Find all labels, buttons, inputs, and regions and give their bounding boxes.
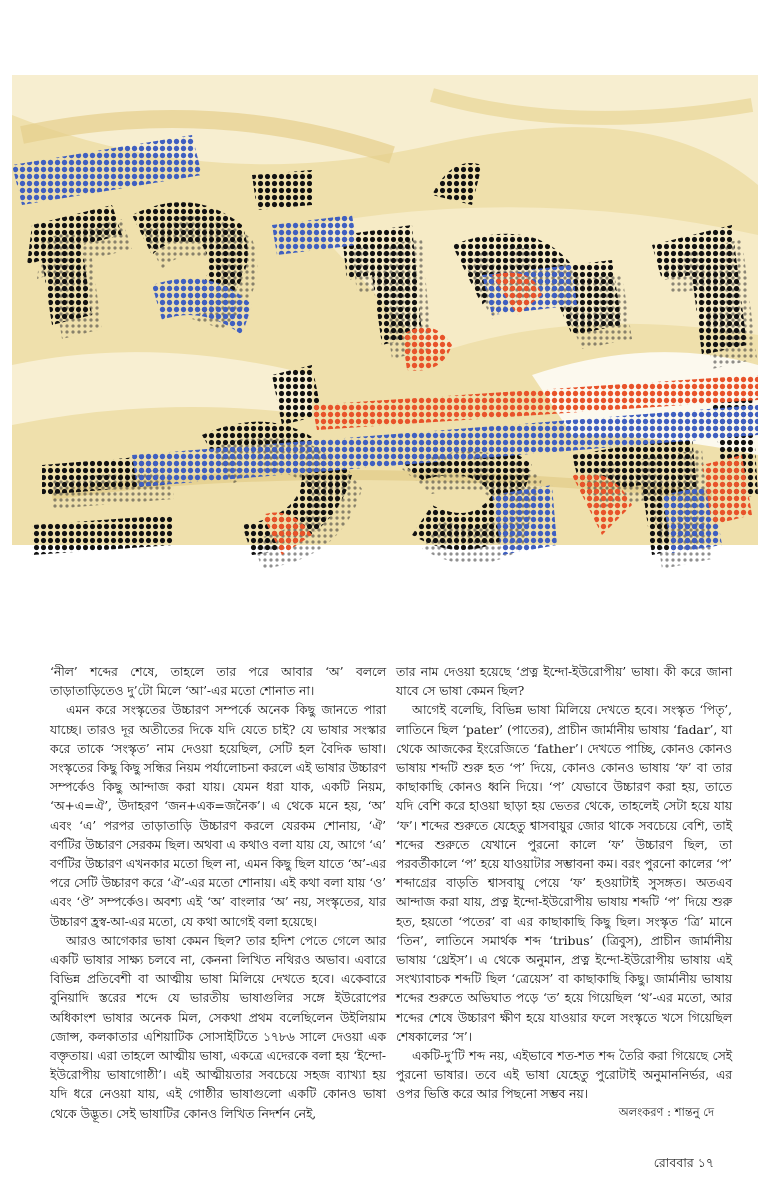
illustration-credit: অলংকরণ : শান্তনু দে — [618, 1105, 714, 1119]
article-column-right — [396, 662, 732, 1104]
paragraph: ‘নীল’ শব্দের শেষে, তাহলে তার পরে আবার ‘অ’ বললে তাড়াতাড়িতেও দু’টো মিলে ‘আ’-এর মতো শোনাত না। — [50, 664, 386, 699]
paragraph: আগেই বলেছি, বিভিন্ন ভাষা মিলিয়ে দেখতে হবে। সংস্কৃত ‘পিতৃ’, লাতিনে ছিল ‘pater’ (পাতের), প্রাচীন জার্মানীয় ভাষায় ‘fadar’, যা থেকে আজকের ইংরেজিতে ‘father’। দেখতে পাচ্ছি, কোনও কোনও ভাষায় শব্দটি শুরু হত ‘প’ দিয়ে, কোনও কোনও ভাষায় ‘ফ’ বা তার কাছাকাছি কোনও ধ্বনি দিয়ে। ‘প’ যেভাবে উচ্চারণ করা হয়, তাতে যদি বেশি করে হাওয়া ছাড়া হয় ভেতর থেকে, তাহলেই সেটা হয়ে যায় ‘ফ’। শব্দের শুরুতে যেহেতু শ্বাসবায়ুর জোর থাকে সবচেয়ে বেশি, তাই শব্দের শুরুতে যেখানে পুরনো কালে ‘ফ’ উচ্চারণ ছিল, তা পরবর্তীকালে ‘প’ হয়ে যাওয়াটার সম্ভাবনা কম। বরং পুরনো কালের ‘প’ শব্দাগ্রের বাড়তি শ্বাসবায়ু পেয়ে ‘ফ’ হওয়াটাই সুসঙ্গত। অতএব আন্দাজ করা যায়, প্রত্ন ইন্দো-ইউরোপীয় ভাষায় শব্দটি ‘প’ দিয়ে শুরু হত, হয়তো ‘পতের’ বা এর কাছাকাছি কিছু ছিল। সংস্কৃত ‘ত্রি’ মানে ‘তিন’, লাতিনে সমার্থক শব্দ ‘tribus’ (ত্রিবুস), প্রাচীন জার্মানীয় ভাষায় ‘থ্রেইস’। এ থেকে অনুমান, প্রত্ন ইন্দো-ইউরোপীয় ভাষায় এই সংখ্যাবাচক শব্দটি ছিল ‘ত্রেয়েস’ বা কাছাকাছি কিছু। জার্মানীয় ভাষায় শব্দের শুরুতে অভিঘাত পড়ে ‘ত’ হয়ে গিয়েছিল ‘থ’-এর মতো, আর শব্দের শেষে উচ্চারণ ক্ষীণ হয়ে যাওয়ার ফলে সংস্কৃতে খসে গিয়েছিল শেষকালের ‘স’। — [396, 702, 732, 1044]
paragraph: একটি-দু’টি শব্দ নয়, এইভাবে শত-শত শব্দ তৈরি করা গিয়েছে সেই পুরনো ভাষার। তবে এই ভাষা যেহেতু পুরোটাই অনুমাননির্ভর, এর ওপর ভিত্তি করে আর পিছনো সম্ভব নয়। — [396, 1048, 732, 1102]
paragraph: আরও আগেকার ভাষা কেমন ছিল? তার হদিশ পেতে গেলে আর একটি ভাষার সাক্ষ্য চলবে না, কেননা লিখিত নথিরও অভাব। এবারে বিভিন্ন প্রতিবেশী বা আত্মীয় ভাষা মিলিয়ে দেখতে হবে। একেবারে বুনিয়াদি স্তরের শব্দে যে ভারতীয় ভাষাগুলির সঙ্গে ইউরোপের অধিকাংশ ভাষার অনেক মিল, সেকথা প্রথম বলেছিলেন উইলিয়াম জোন্স, কলকাতার এশিয়াটিক সোসাইটিতে ১৭৮৬ সালে দেওয়া এক বক্তৃতায়। এরা তাহলে আত্মীয় ভাষা, একত্রে এদেরকে বলা হয় ‘ইন্দো-ইউরোপীয় ভাষাগোষ্ঠী’। এই আত্মীয়তার সবচেয়ে সহজ ব্যাখ্যা হয় যদি ধরে নেওয়া যায়, এই গোষ্ঠীর ভাষাগুলো একটি কোনও ভাষা থেকে উদ্ভূত। সেই ভাষাটির কোনও লিখিত নিদর্শন নেই, — [50, 932, 386, 1121]
article-column-left — [50, 662, 386, 1123]
halftone-illustration — [12, 75, 758, 630]
page-folio: রোববার ১৭ — [653, 1155, 714, 1170]
paragraph: তার নাম দেওয়া হয়েছে ‘প্রত্ন ইন্দো-ইউরোপীয়’ ভাষা। কী করে জানা যাবে সে ভাষা কেমন ছিল? — [396, 664, 732, 699]
paragraph: এমন করে সংস্কৃতের উচ্চারণ সম্পর্কে অনেক কিছু জানতে পারা যাচ্ছে। তারও দূর অতীতের দিকে যদি যেতে চাই? যে ভাষার সংস্কার করে তাকে ‘সংস্কৃত’ নাম দেওয়া হয়েছিল, সেটি হল বৈদিক ভাষা। সংস্কৃতের কিছু কিছু সন্ধির নিয়ম পর্যালোচনা করলে এই ভাষার উচ্চারণ সম্পর্কেও কিছু আন্দাজ করা যায়। যেমন ধরা যাক, একটি নিয়ম, ‘অ+এ=ঐ’, উদাহরণ ‘জন+এক=জনৈক’। এ থেকে মনে হয়, ‘অ’ এবং ‘এ’ পরপর তাড়াতাড়ি উচ্চারণ করলে যেরকম শোনায়, ‘ঐ’ বর্ণটির উচ্চারণ সেরকম ছিল। অথবা এ কথাও বলা যায় যে, আগে ‘এ’ বর্ণটির উচ্চারণ এখনকার মতো ছিল না, এমন কিছু ছিল যাতে ‘অ’-এর পরে সেটি উচ্চারণ করে ‘ঐ’-এর মতো শোনায়। এই কথা বলা যায় ‘ও’ এবং ‘ঔ’ সম্পর্কেও। অবশ্য এই ‘অ’ বাংলার ‘অ’ নয়, সংস্কৃতের, যার উচ্চারণ হ্রস্ব-আ-এর মতো, যে কথা আগেই বলা হয়েছে। — [50, 702, 386, 929]
